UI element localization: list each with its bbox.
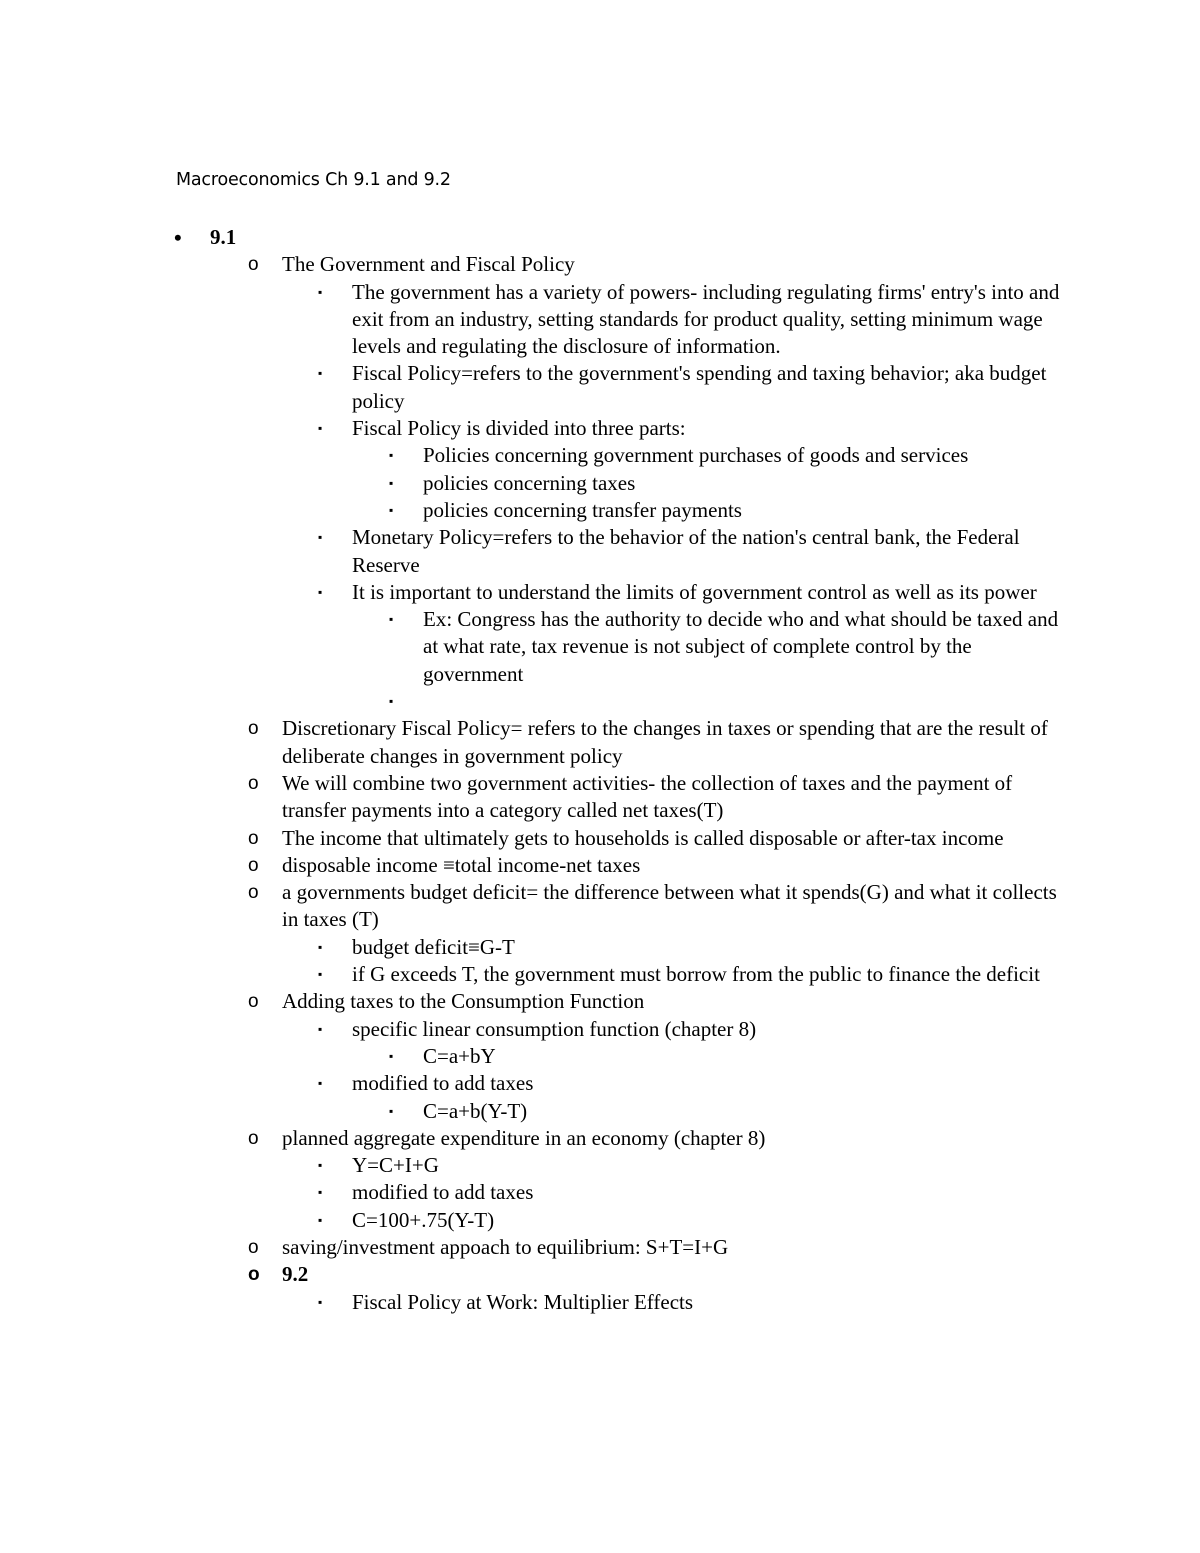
outline-item-text: a governments budget deficit= the difference between what it spends(G) and what it collects in taxes (T) xyxy=(282,880,1057,932)
outline-item-level-3 xyxy=(0,579,1067,606)
bullet-marker: o xyxy=(248,991,259,1013)
outline-item-level-3 xyxy=(0,524,1067,579)
bullet-marker: o xyxy=(248,1127,259,1149)
outline-item-text: Fiscal Policy=refers to the government's spending and taxing behavior; aka budget policy xyxy=(352,361,1047,413)
outline-item-text: planned aggregate expenditure in an economy (chapter 8) xyxy=(282,1125,766,1150)
outline-item-level-2 xyxy=(0,988,1072,1015)
bullet-marker: o xyxy=(248,1264,260,1286)
outline-item-level-3 xyxy=(0,1289,1067,1316)
bullet-marker: • xyxy=(174,225,182,250)
outline-item-text: We will combine two government activities- the collection of taxes and the payment of transfer payments into a category called net taxes(T) xyxy=(282,770,1013,823)
bullet-marker: ▪ xyxy=(389,1048,394,1063)
bullet-marker: ▪ xyxy=(318,1021,323,1036)
bullet-marker: ▪ xyxy=(318,1158,323,1173)
outline-item-level-2 xyxy=(0,1261,1072,1288)
page-title: Macroeconomics Ch 9.1 and 9.2 xyxy=(176,170,451,190)
outline-item-text: specific linear consumption function (chapter 8) xyxy=(352,1016,757,1041)
outline-item-text: Ex: Congress has the authority to decide who and what should be taxed and at what rate, tax revenue is not subject of complete control by the government xyxy=(423,607,1059,686)
bullet-marker: ▪ xyxy=(318,584,323,599)
outline-item-level-3 xyxy=(0,961,1067,988)
outline-item-level-2 xyxy=(0,852,1072,879)
outline-item-text: saving/investment appoach to equilibrium: S+T=I+G xyxy=(282,1234,729,1259)
bullet-marker: ▪ xyxy=(318,284,323,299)
outline-item-level-1 xyxy=(0,224,1000,251)
bullet-marker: o xyxy=(248,772,259,794)
outline-item-level-3 xyxy=(0,1179,1067,1206)
bullet-marker: ▪ xyxy=(318,1076,323,1091)
outline-item-level-2 xyxy=(0,1234,1072,1261)
outline-item-level-3 xyxy=(0,1070,1067,1097)
outline-item-text: budget deficit≡G-T xyxy=(352,934,515,959)
bullet-marker: o xyxy=(248,718,259,740)
bullet-marker: ▪ xyxy=(318,939,323,954)
bullet-marker: ▪ xyxy=(389,1103,394,1118)
outline-item-text: Policies concerning government purchases of goods and services xyxy=(423,443,969,468)
outline-item-text: if G exceeds T, the government must borrow from the public to finance the deficit xyxy=(352,962,1040,987)
outline-item-level-2 xyxy=(0,251,1072,278)
outline-item-text: The government has a variety of powers- including regulating firms' entry's into and exit from an industry, setting standards for product quality, setting minimum wage levels and regulating the disclosure of information. xyxy=(352,279,1060,359)
bullet-marker: ▪ xyxy=(318,421,323,436)
outline-item-level-2 xyxy=(0,825,1072,852)
bullet-marker: o xyxy=(248,854,259,876)
bullet-marker: ▪ xyxy=(318,1212,323,1227)
outline-item-text: Fiscal Policy at Work: Multiplier Effects xyxy=(352,1289,694,1314)
outline-item-level-2 xyxy=(0,1125,1072,1152)
bullet-marker: ▪ xyxy=(389,694,394,709)
outline-item-text: policies concerning transfer payments xyxy=(423,497,742,522)
outline-item-text: Monetary Policy=refers to the behavior of the nation's central bank, the Federal Reserve xyxy=(352,525,1020,577)
outline-item-level-4 xyxy=(0,1098,1063,1125)
outline-item-level-3 xyxy=(0,1016,1067,1043)
outline-item-text: The income that ultimately gets to households is called disposable or after-tax income xyxy=(282,825,1004,850)
bullet-marker: ▪ xyxy=(389,475,394,490)
outline-item-text: Y=C+I+G xyxy=(352,1153,439,1178)
outline-item-level-2 xyxy=(0,879,1072,934)
outline-item-text: modified to add taxes xyxy=(352,1071,534,1096)
outline-item-level-4 xyxy=(0,688,1063,715)
outline-item-text: Fiscal Policy is divided into three parts: xyxy=(352,416,686,441)
outline-item-text: It is important to understand the limits of government control as well as its power xyxy=(352,579,1037,604)
outline-item-level-4 xyxy=(0,1043,1063,1070)
bullet-marker: o xyxy=(248,882,259,904)
outline-item-level-3 xyxy=(0,415,1067,442)
outline-item-text xyxy=(423,689,428,713)
outline-item-level-4 xyxy=(0,497,1063,524)
bullet-marker: ▪ xyxy=(318,1185,323,1200)
bullet-marker: o xyxy=(248,254,259,276)
outline-item-level-4 xyxy=(0,606,1063,688)
bullet-marker: ▪ xyxy=(318,967,323,982)
outline-item-text: modified to add taxes xyxy=(352,1180,534,1205)
outline-item-text: Adding taxes to the Consumption Function xyxy=(282,989,645,1014)
outline-item-text: disposable income ≡total income-net taxes xyxy=(282,852,641,877)
bullet-marker: o xyxy=(248,1236,259,1258)
outline-item-level-2 xyxy=(0,770,1072,825)
outline-item-level-3 xyxy=(0,934,1067,961)
outline-item-text: 9.1 xyxy=(210,225,237,249)
outline-item-level-4 xyxy=(0,442,1063,469)
outline-item-level-3 xyxy=(0,1207,1067,1234)
outline-item-text: The Government and Fiscal Policy xyxy=(282,252,575,277)
bullet-marker: ▪ xyxy=(318,1294,323,1309)
bullet-marker: ▪ xyxy=(318,530,323,545)
outline-item-level-3 xyxy=(0,1152,1067,1179)
outline-item-text: C=a+bY xyxy=(423,1043,496,1068)
outline-item-text: Discretionary Fiscal Policy= refers to the changes in taxes or spending that are the result of deliberate changes in government policy xyxy=(282,716,1048,768)
bullet-marker: ▪ xyxy=(318,366,323,381)
bullet-marker: ▪ xyxy=(389,502,394,517)
bullet-marker: ▪ xyxy=(389,612,394,627)
outline-item-text: 9.2 xyxy=(282,1262,309,1287)
outline-item-level-4 xyxy=(0,470,1063,497)
outline-list xyxy=(0,224,1200,1316)
outline-item-level-3 xyxy=(0,360,1067,415)
bullet-marker: ▪ xyxy=(389,448,394,463)
bullet-marker: o xyxy=(248,827,259,849)
outline-item-level-2 xyxy=(0,715,1072,770)
outline-item-text: C=a+b(Y-T) xyxy=(423,1098,528,1123)
outline-item-level-3 xyxy=(0,279,1067,361)
outline-item-text: policies concerning taxes xyxy=(423,470,636,495)
outline-item-text: C=100+.75(Y-T) xyxy=(352,1207,495,1232)
